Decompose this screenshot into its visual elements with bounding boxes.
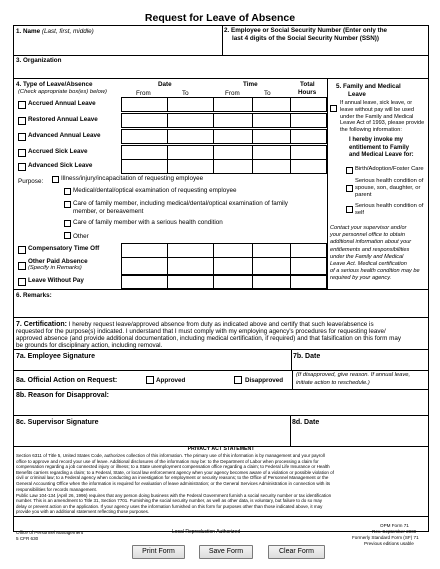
advanced-annual-field-2[interactable]: [213, 129, 253, 144]
leave-request-form: [13, 25, 429, 532]
fmla-contact-line: additional information about your: [330, 239, 412, 246]
lower-row-1-field-3[interactable]: [252, 257, 291, 275]
accrued-annual-field-3[interactable]: [252, 97, 291, 112]
privacy-line: General Accounting Office when the information is required for evaluation of leave administration; or the General Services Administration in connection with its: [16, 481, 331, 486]
accrued-annual-field-1[interactable]: [167, 97, 214, 112]
purpose-illness: Illness/injury/incapacitation of requesting employee: [61, 175, 204, 182]
advanced-sick-field-1[interactable]: [167, 159, 214, 174]
restored-annual-field-0[interactable]: [121, 113, 168, 128]
privacy-line: responsibilities for records management.: [16, 486, 98, 492]
accrued-annual-field-4[interactable]: [290, 97, 327, 112]
fmla-invoke-line: and Medical Leave for:: [349, 152, 414, 158]
certification-line-2: requested for the purpose(s) indicated. I understand that I must comply with my employing agency's procedures for requesting leave/: [16, 328, 386, 335]
privacy-line: Section 6311 of Title 5, United States Code, authorizes collection of this information. The primary use of this information is by management and your payroll: [16, 453, 325, 458]
restored-annual-label: Restored Annual Leave: [28, 116, 98, 123]
accrued-annual-field-0[interactable]: [121, 97, 168, 112]
purpose-checkbox-exam[interactable]: [64, 188, 71, 195]
fmla-contact-line: under the Family and Medical: [330, 253, 404, 260]
restored-annual-field-3[interactable]: [252, 113, 291, 128]
type-header-hint: (Check appropriate box(es) below): [18, 89, 107, 95]
footer-formerly: Formerly Standard Form (SF) 71: [352, 535, 419, 540]
clear-form-button[interactable]: Clear Form: [268, 545, 325, 559]
organization-input[interactable]: [16, 65, 424, 77]
rule: [14, 55, 428, 56]
footer-cfr: 5 CFR 630: [16, 536, 39, 541]
employee-date-input[interactable]: [294, 362, 424, 369]
time-label: Time: [243, 81, 258, 88]
accrued-sick-field-4[interactable]: [290, 145, 327, 160]
fmla-intro-line: under the Family and Medical: [340, 113, 414, 120]
supervisor-signature-input[interactable]: [16, 429, 286, 444]
purpose-checkbox-other[interactable]: [64, 232, 71, 239]
fmla-self-health-checkbox[interactable]: [346, 206, 353, 213]
advanced-sick-field-4[interactable]: [290, 159, 327, 174]
reason-label: 8b. Reason for Disapproval:: [16, 392, 109, 399]
fmla-contact-line: entitlements and responsibilities: [330, 246, 410, 253]
accrued-sick-field-3[interactable]: [252, 145, 291, 160]
remarks-input[interactable]: [58, 291, 424, 316]
lower-row-1-field-1[interactable]: [167, 257, 214, 275]
other-paid-hint: (Specify in Remarks): [28, 265, 82, 271]
advanced-annual-checkbox[interactable]: [18, 133, 26, 141]
ssn-input[interactable]: [224, 43, 426, 54]
lwop-checkbox[interactable]: [18, 278, 26, 286]
fmla-birth-checkbox[interactable]: [346, 167, 353, 174]
rule: [14, 78, 428, 79]
advanced-annual-field-4[interactable]: [290, 129, 327, 144]
fmla-contact-line: of a serious health condition may be: [330, 268, 420, 275]
privacy-line: compensation regarding a job connected injury or illness; to a State unemployment compensation office regarding a claim; to Federal Life Insurance or Health: [16, 464, 330, 470]
advanced-sick-checkbox[interactable]: [18, 163, 26, 171]
lower-row-2-field-1[interactable]: [167, 275, 214, 289]
footer-reproduction: Local Reproduction Authorized: [172, 529, 241, 535]
fmla-contact-line: your personnel office to obtain: [330, 232, 405, 239]
advanced-annual-field-3[interactable]: [252, 129, 291, 144]
purpose-exam: Medical/dental/optical examination of requesting employee: [73, 187, 237, 194]
employee-signature-input[interactable]: [16, 362, 288, 369]
privacy-line: office to approve and record your use of leave. Additional disclosures of the information may be: to the Department of Labor when processing a claim for: [16, 458, 319, 464]
official-action-label: 8a. Official Action on Request:: [16, 377, 118, 384]
supervisor-date-input[interactable]: [294, 429, 424, 444]
footer-revision: Rev. September 2009: [372, 529, 417, 534]
restored-annual-field-1[interactable]: [167, 113, 214, 128]
organization-label: 3. Organization: [16, 57, 62, 64]
restored-annual-checkbox[interactable]: [18, 117, 26, 125]
employee-signature-label: 7a. Employee Signature: [16, 353, 95, 360]
fmla-birth: Birth/Adoption/Foster Care: [355, 166, 424, 172]
purpose-other: Other: [73, 233, 89, 240]
fmla-family-health-2: spouse, son, daughter, or: [355, 185, 421, 191]
fmla-intro-line: leave without pay will be used: [340, 106, 415, 113]
date-label: Date: [158, 81, 172, 88]
purpose-checkbox-illness[interactable]: [52, 176, 59, 183]
divider: [291, 349, 292, 370]
divider: [222, 26, 223, 55]
accrued-annual-checkbox[interactable]: [18, 101, 26, 109]
privacy-line: provide you with an additional statement reflecting those purposes.: [16, 509, 150, 515]
print-form-button[interactable]: Print Form: [132, 545, 185, 559]
lwop-label: Leave Without Pay: [28, 277, 84, 284]
fmla-self-health-1: Serious health condition of: [355, 203, 424, 209]
employee-date-label: 7b. Date: [293, 353, 321, 360]
accrued-annual-label: Accrued Annual Leave: [28, 100, 96, 107]
accrued-sick-field-0[interactable]: [121, 145, 168, 160]
fmla-self-health-2: self: [355, 210, 365, 216]
rule: [14, 370, 428, 371]
divider: [327, 78, 328, 289]
footer-agency: Office of Personnel Management: [16, 530, 84, 535]
accrued-sick-field-2[interactable]: [213, 145, 253, 160]
purpose-checkbox-family-care[interactable]: [64, 201, 71, 208]
name-input[interactable]: [16, 37, 220, 53]
accrued-sick-checkbox[interactable]: [18, 149, 26, 157]
certification-line-4: be grounds for disciplinary action, including removal.: [16, 342, 163, 349]
compensatory-checkbox[interactable]: [18, 246, 26, 254]
official-note-2: initiate action to reschedule.): [296, 380, 370, 386]
certification-line-1: 7. Certification: I hereby request leave/approved absence from duty as indicated above and certify that such leave/absence is: [16, 321, 374, 328]
purpose-bereavement: member, or bereavement: [73, 208, 144, 215]
lower-row-1-field-4[interactable]: [290, 257, 327, 275]
divider: [292, 370, 293, 389]
privacy-line: Benefits carriers regarding a claim; to a Federal, State, or local law enforcement agency when your agency becomes aware of a violation or possible violation of: [16, 469, 334, 475]
advanced-sick-field-0[interactable]: [121, 159, 168, 174]
rule: [14, 415, 428, 416]
lower-row-2-field-0[interactable]: [121, 275, 168, 289]
lower-row-1-field-0[interactable]: [121, 257, 168, 275]
restored-annual-field-2[interactable]: [213, 113, 253, 128]
fmla-contact-line: required by your agency.: [330, 275, 392, 282]
privacy-header: PRIVACY ACT STATEMENT: [187, 446, 255, 452]
privacy-line: civil or criminal law; to a Federal agency when conducting an investigation for employment or security reasons; to the Office of Personnel Management or the: [16, 475, 329, 481]
privacy-line: number. This is an amendment to Title 31, Section 7701. Furnishing the social security number, as well as other data, is voluntary, but failure to do so may: [16, 498, 322, 504]
fmla-family-health-3: parent: [355, 192, 372, 198]
fmla-invoke-checkbox[interactable]: [330, 105, 337, 112]
supervisor-signature-label: 8c. Supervisor Signature: [16, 419, 99, 426]
approved-checkbox[interactable]: [146, 376, 154, 384]
other-paid-label: Other Paid Absence: [28, 258, 88, 265]
date-to-label: To: [182, 90, 189, 97]
advanced-sick-field-2[interactable]: [213, 159, 253, 174]
rule: [14, 289, 428, 290]
save-form-button[interactable]: Save Form: [199, 545, 253, 559]
accrued-sick-label: Accrued Sick Leave: [28, 148, 88, 155]
fmla-contact-line: Contact your supervisor and/or: [330, 225, 407, 231]
fmla-invoke-line: I hereby invoke my: [349, 137, 404, 143]
reason-input[interactable]: [16, 401, 424, 414]
lower-row-1-field-2[interactable]: [213, 257, 253, 275]
date-from-label: From: [136, 90, 151, 97]
advanced-annual-field-0[interactable]: [121, 129, 168, 144]
total-label: Total: [300, 81, 315, 88]
certification-line-3: approved absence (and provide additional documentation, including medical certification, if required) and that falsification on this form may: [16, 335, 402, 342]
form-title: Request for Leave of Absence: [144, 12, 296, 24]
advanced-sick-label: Advanced Sick Leave: [28, 162, 93, 169]
advanced-annual-label: Advanced Annual Leave: [28, 132, 101, 139]
accrued-sick-field-1[interactable]: [167, 145, 214, 160]
lower-row-2-field-3[interactable]: [252, 275, 291, 289]
lower-row-2-field-2[interactable]: [213, 275, 253, 289]
ssn-label-line1: 2. Employee or Social Security Number (Enter only the: [224, 27, 388, 34]
footer-previous: Previous editions usable: [364, 541, 414, 546]
hours-label: Hours: [298, 89, 317, 96]
privacy-line: delay or prevent action on the application. If your agency uses the information furnished on this form for purposes other than those indicated above, it may: [16, 503, 323, 509]
time-from-label: From: [225, 90, 240, 97]
fmla-contact-line: Leave Act. Medical certification: [330, 261, 407, 267]
type-header: 4. Type of Leave/Absence: [16, 81, 93, 88]
name-label: 1. Name (Last, first, middle): [16, 28, 94, 35]
supervisor-date-label: 8d. Date: [292, 419, 320, 426]
fmla-intro-line: the following information:: [340, 127, 402, 134]
privacy-line: Public Law 104-134 (April 26, 1996) requires that any person doing business with the Federal Government furnish a social security number or tax identification: [16, 492, 332, 498]
fmla-header-2: Leave: [348, 91, 366, 98]
disapproved-checkbox[interactable]: [234, 376, 242, 384]
rule: [14, 516, 428, 517]
advanced-annual-field-1[interactable]: [167, 129, 214, 144]
remarks-label: 6. Remarks:: [16, 292, 52, 299]
rule: [14, 389, 428, 390]
accrued-annual-field-2[interactable]: [213, 97, 253, 112]
lower-row-2-field-4[interactable]: [290, 275, 327, 289]
purpose-label: Purpose:: [18, 178, 44, 185]
advanced-sick-field-3[interactable]: [252, 159, 291, 174]
compensatory-label: Compensatory Time Off: [28, 245, 100, 252]
purpose-serious-family: Care of family member with a serious health condition: [73, 219, 223, 226]
restored-annual-field-4[interactable]: [290, 113, 327, 128]
time-to-label: To: [264, 90, 271, 97]
divider: [290, 415, 291, 446]
rule: [14, 317, 428, 318]
purpose-checkbox-serious-family[interactable]: [64, 220, 71, 227]
fmla-intro-line: If annual leave, sick leave, or: [340, 100, 413, 106]
approved-label: Approved: [156, 377, 186, 384]
other-paid-checkbox[interactable]: [18, 262, 26, 270]
fmla-intro-line: Leave Act of 1993, please provide: [340, 120, 425, 127]
disapproved-label: Disapproved: [245, 377, 284, 384]
fmla-header: 5. Family and Medical: [336, 83, 401, 90]
ssn-label-line2: last 4 digits of the Social Security Number (SSN)): [232, 35, 379, 42]
official-note-1: (If disapproved, give reason. If annual leave,: [296, 372, 411, 378]
fmla-family-health-checkbox[interactable]: [346, 185, 353, 192]
purpose-family-care: Care of family member, including medical/dental/optical examination of family: [73, 200, 288, 207]
footer-form-number: OPM Form 71: [380, 523, 409, 528]
fmla-family-health-1: Serious health condition of: [355, 178, 424, 184]
fmla-invoke-line: entitlement to Family: [349, 144, 410, 151]
